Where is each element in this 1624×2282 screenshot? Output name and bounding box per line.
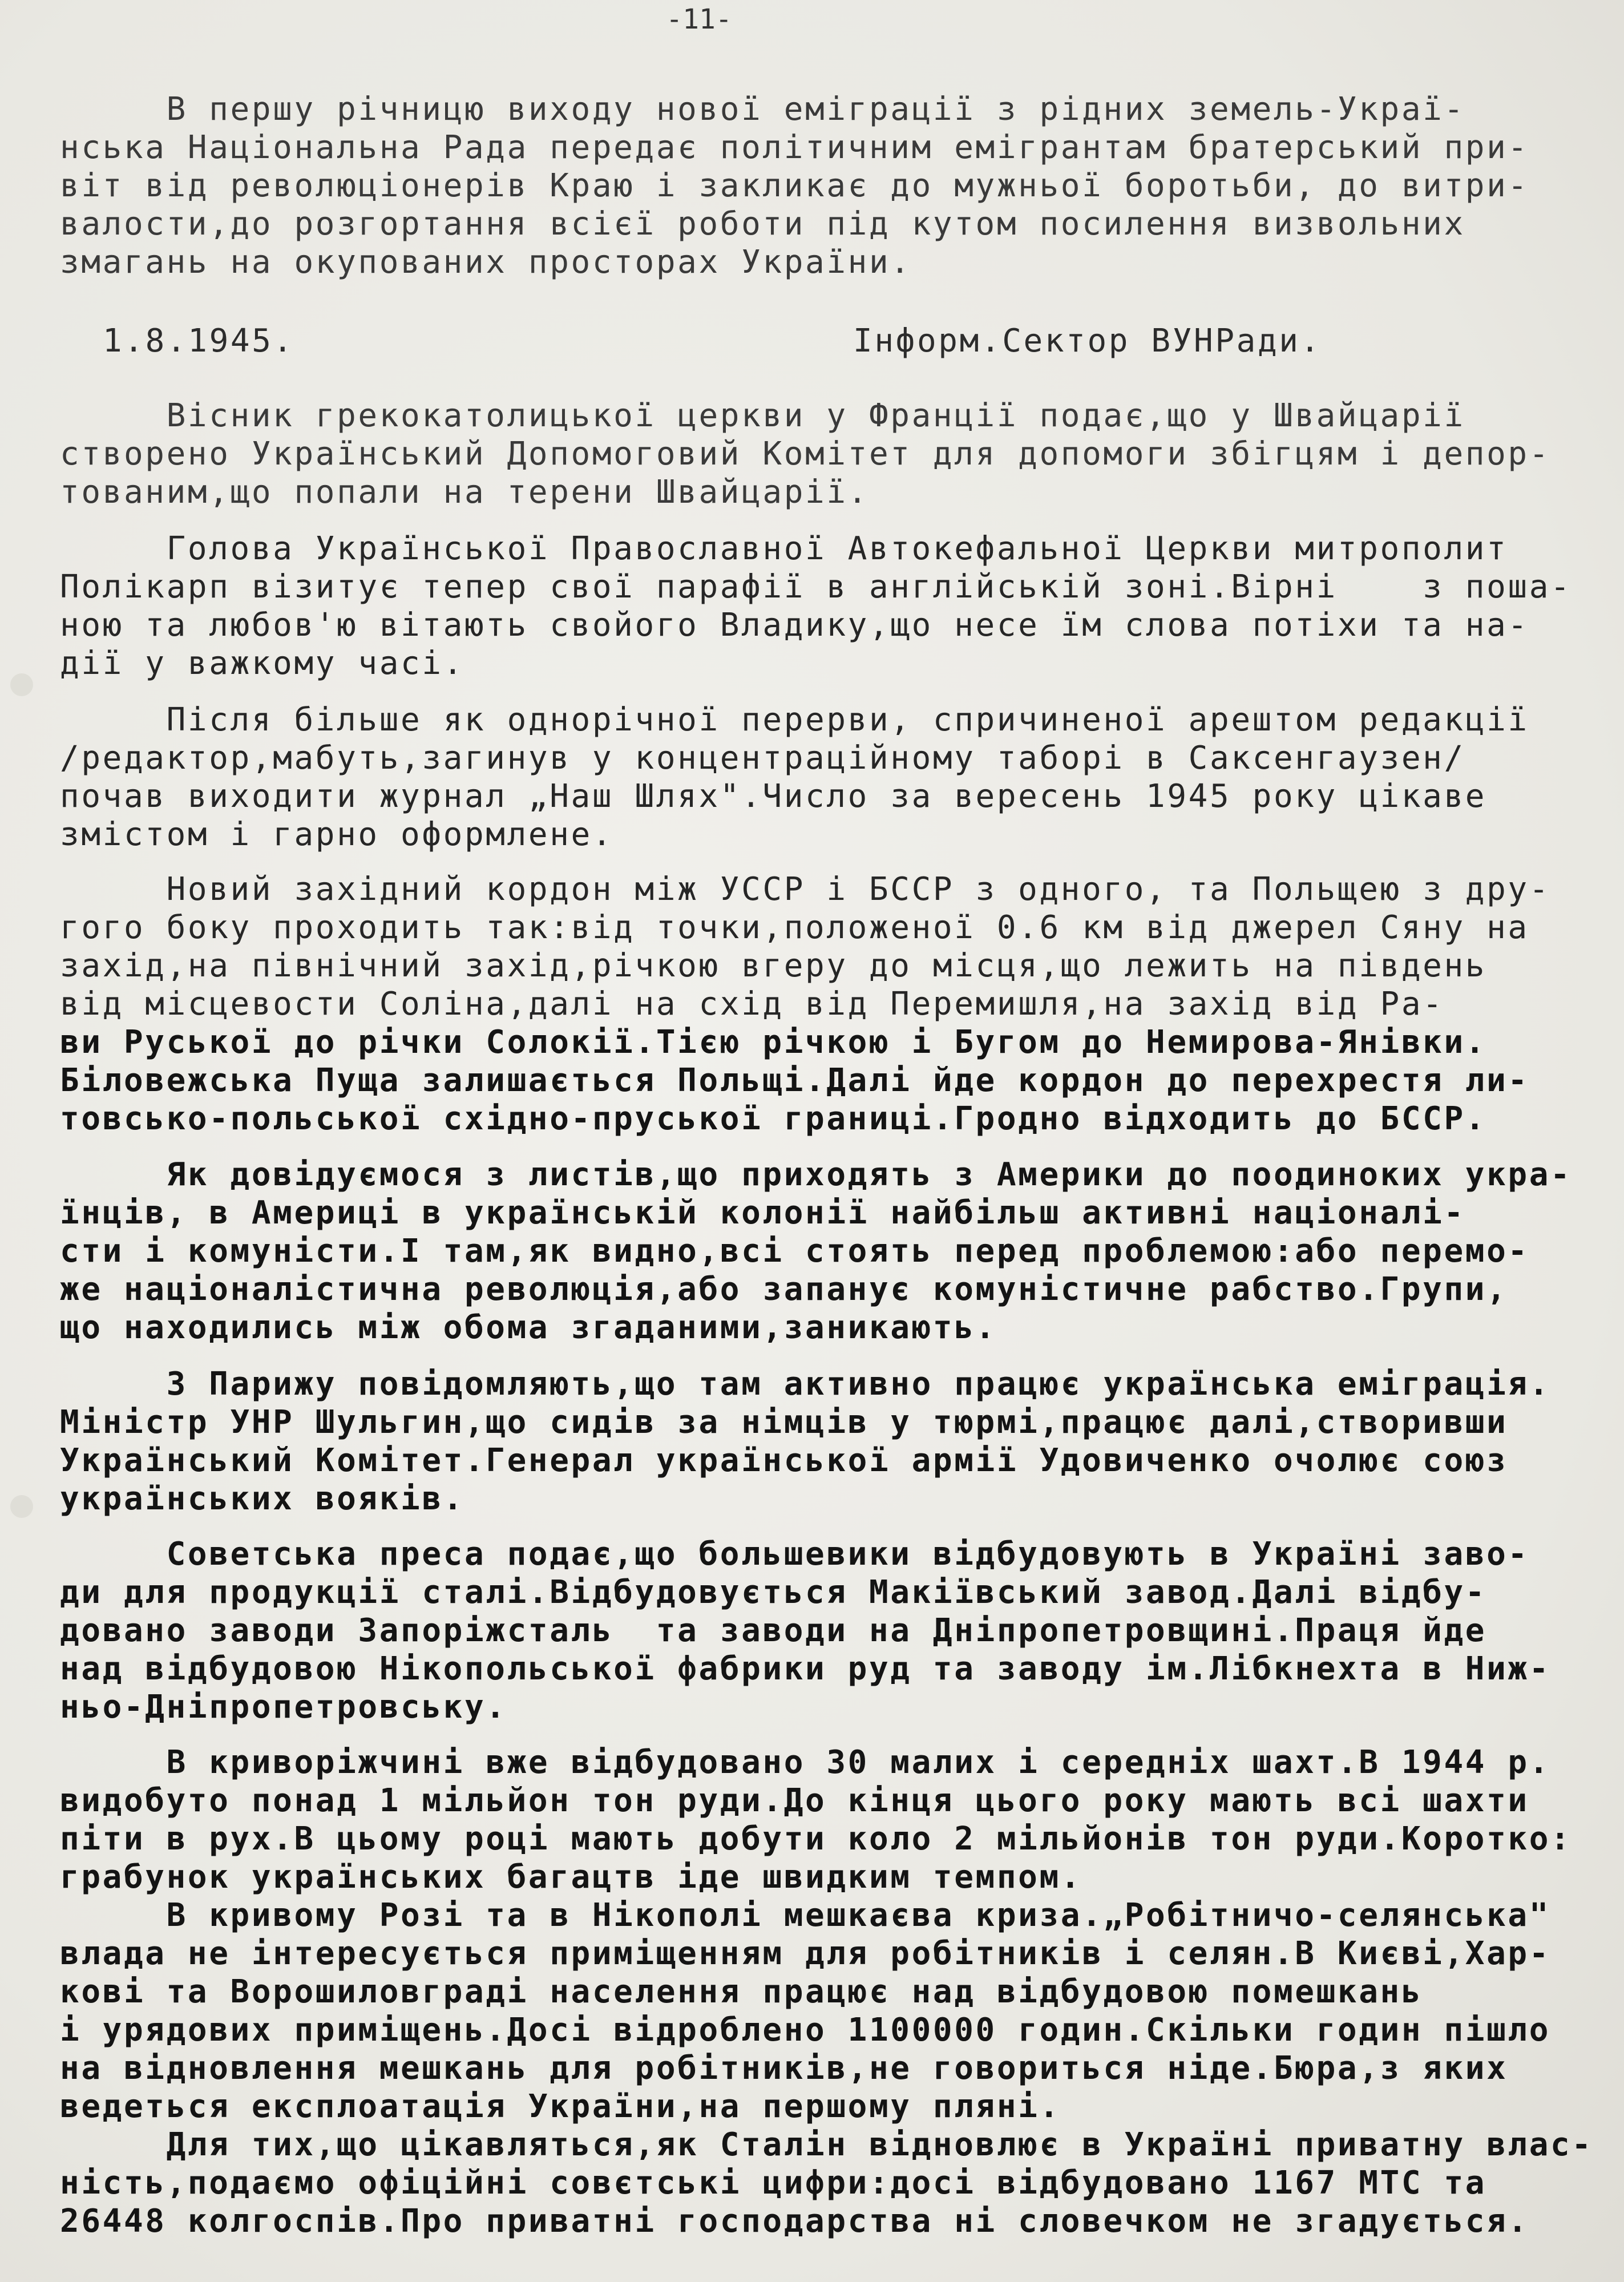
- paragraph-steel: [60, 1535, 1572, 1726]
- paragraph-paris: [60, 1365, 1572, 1518]
- text-line: ною та любов'ю вітають свойого Владику,що несе їм слова потіхи та на-: [60, 607, 1529, 644]
- text-line: створено Український Допомоговий Комітет для допомоги збігцям і депор-: [60, 435, 1551, 472]
- text-line: почав виходити журнал „Наш Шлях".Число за вересень 1945 року цікаве: [60, 778, 1487, 815]
- text-line: же націоналістична революція,або запанує комуністичне рабство.Групи,: [60, 1271, 1508, 1308]
- text-line: ди для продукції сталі.Відбудовується Макіївський завод.Далі відбу-: [60, 1574, 1487, 1611]
- text-line: Вісник грекокатолицької церкви у Франції подає,що у Швайцарії: [60, 397, 1465, 434]
- text-line: Після більше як однорічної перерви, спричиненої арештом редакції: [60, 701, 1529, 738]
- text-line: тованим,що попали на терени Швайцарії.: [60, 474, 869, 511]
- text-line: захід,на північний захід,річкою вгеру до місця,що лежить на південь: [60, 947, 1487, 984]
- paragraph-kryvbas: [60, 1743, 1593, 2240]
- text-line: В кривому Розі та в Нікополі мешкаєва криза.„Робітничо-селянська": [60, 1897, 1551, 1934]
- text-line: змагань на окупованих просторах України.: [60, 244, 912, 281]
- text-line: Советська преса подає,що большевики відбудовують в Україні заво-: [60, 1536, 1529, 1573]
- text-line: над відбудовою Нікопольської фабрики руд та заводу ім.Лібкнехта в Ниж-: [60, 1650, 1551, 1687]
- text-line: дії у важкому часі.: [60, 645, 464, 682]
- paragraph-switzerland: [60, 397, 1572, 511]
- text-line: Як довідуємося з листів,що приходять з Америки до поодиноких укра-: [60, 1156, 1572, 1193]
- text-line: В криворіжчині вже відбудовано 30 малих і середніх шахт.В 1944 р.: [60, 1744, 1551, 1781]
- paper-stain: [10, 1495, 33, 1518]
- signature: Інформ.Сектор ВУНРади.: [853, 322, 1322, 360]
- paragraph-church: [60, 530, 1572, 682]
- text-line: Голова Української Православної Автокефальної Церкви митрополит: [60, 530, 1508, 567]
- text-line: і урядових приміщень.Досі відроблено 1100000 годин.Скільки годин пішло: [60, 2012, 1551, 2049]
- text-line: ньо-Дніпропетровську.: [60, 1689, 507, 1726]
- text-line: на відновлення мешкань для робітників,не говориться ніде.Бюра,з яких: [60, 2050, 1508, 2087]
- paper-stain: [10, 673, 33, 696]
- page-number: -11-: [666, 3, 732, 35]
- text-line: ви Руської до річки Солокії.Тією річкою і Бугом до Немирова-Янівки.: [60, 1024, 1487, 1061]
- text-line: Новий західний кордон між УССР і БССР з одного, та Польщею з дру-: [60, 871, 1551, 908]
- text-line: влада не інтересується приміщенням для робітників і селян.В Києві,Хар-: [60, 1935, 1551, 1972]
- text-line: гого боку проходить так:від точки,положеної 0.6 км від джерел Сяну на: [60, 909, 1529, 946]
- paragraph-anniversary: [60, 90, 1572, 281]
- text-line: видобуто понад 1 мільйон тон руди.До кінця цього року мають всі шахти: [60, 1782, 1529, 1819]
- text-line: грабунок українських багацтв іде швидким темпом.: [60, 1859, 1082, 1896]
- text-line: /редактор,мабуть,загинув у концентраційному таборі в Саксенгаузен/: [60, 740, 1465, 777]
- text-line: піти в рух.В цьому році мають добути коло 2 мільйонів тон руди.Коротко:: [60, 1820, 1572, 1857]
- text-line: віт від революціонерів Краю і закликає до мужньої боротьби, до витри-: [60, 167, 1529, 204]
- text-line: товсько-польської східно-пруської границі.Гродно відходить до БССР.: [60, 1100, 1487, 1137]
- text-line: нська Національна Рада передає політичним емігрантам братерський при-: [60, 129, 1529, 166]
- text-line: валости,до розгортання всієї роботи під кутом посилення визвольних: [60, 205, 1465, 243]
- text-line: довано заводи Запоріжсталь та заводи на Дніпропетровщині.Праця йде: [60, 1612, 1487, 1649]
- text-line: від місцевости Соліна,далі на схід від Перемишля,на захід від Ра-: [60, 985, 1444, 1023]
- text-line: що находились між обома згаданими,заникають.: [60, 1309, 997, 1346]
- text-line: українських вояків.: [60, 1480, 464, 1517]
- text-line: 26448 колгоспів.Про приватні господарства ні словечком не згадується.: [60, 2203, 1529, 2240]
- paragraph-border: [60, 870, 1572, 1138]
- text-line: Полікарп візитує тепер свої парафії в англійській зоні.Вірні з поша-: [60, 568, 1572, 605]
- text-line: їнців, в Америці в українській колонії найбільш активні націоналі-: [60, 1194, 1465, 1231]
- text-line: Міністр УНР Шульгин,що сидів за німців у тюрмі,працює далі,створивши: [60, 1404, 1508, 1441]
- text-line: ведеться експлоатація України,на першому пляні.: [60, 2088, 1061, 2125]
- document-date: 1.8.1945.: [103, 322, 294, 360]
- text-line: кові та Ворошиловграді населення працює над відбудовою помешкань: [60, 1973, 1423, 2010]
- text-line: ність,подаємо офіційні совєтські цифри:досі відбудовано 1167 МТС та: [60, 2164, 1487, 2202]
- text-line: Для тих,що цікавляться,як Сталін відновлює в Україні приватну влас-: [60, 2126, 1593, 2163]
- text-line: В першу річницю виходу нової еміграції з рідних земель-Украї-: [60, 91, 1465, 128]
- text-line: сти і комуністи.І там,як видно,всі стоять перед проблемою:або перемо-: [60, 1233, 1529, 1270]
- text-line: Біловежська Пуща залишається Польщі.Далі йде кордон до перехрестя ли-: [60, 1062, 1529, 1099]
- text-line: З Парижу повідомляють,що там активно працює українська еміграція.: [60, 1366, 1551, 1403]
- text-line: змістом і гарно оформлене.: [60, 816, 614, 853]
- text-line: Український Комітет.Генерал української армії Удовиченко очолює союз: [60, 1442, 1508, 1479]
- paragraph-america: [60, 1156, 1572, 1347]
- paragraph-journal: [60, 701, 1572, 854]
